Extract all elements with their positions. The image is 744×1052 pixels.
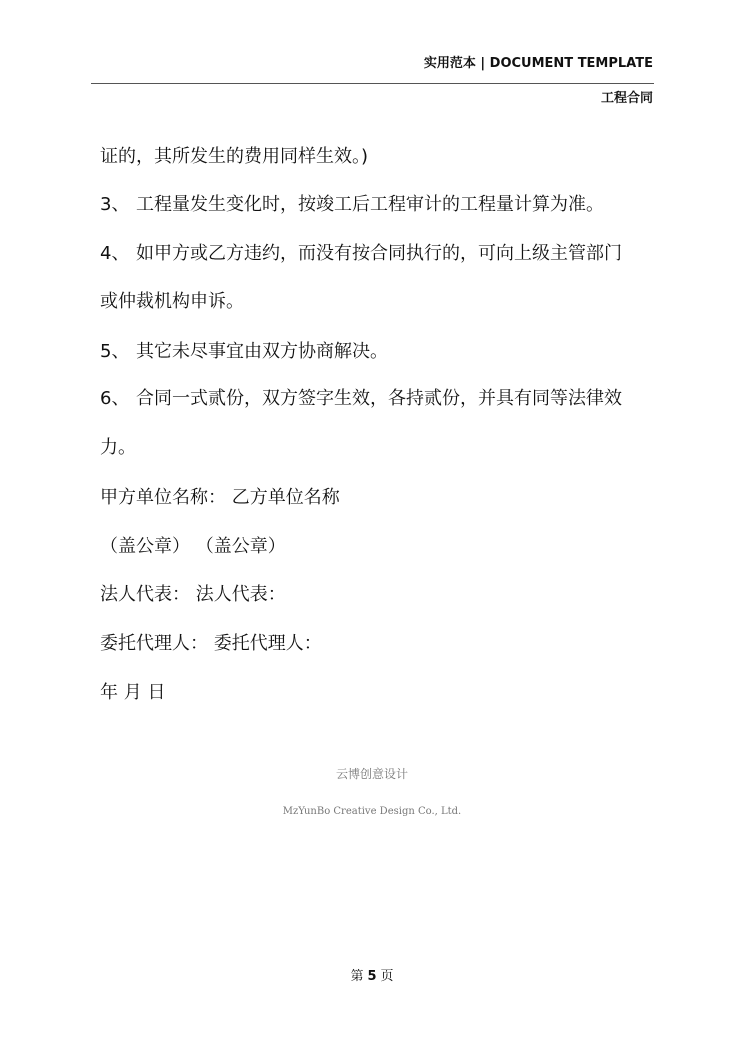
clause-5-text: 其它未尽事宜由双方协商解决。: [136, 341, 388, 362]
page-number-suffix: 页: [380, 969, 394, 984]
clause-5-number: 5、: [100, 341, 130, 362]
clause-6-text: 合同一式贰份，双方签字生效，各持贰份，并具有同等法律效: [136, 388, 622, 409]
paragraph-continuation: 证的，其所发生的费用同样生效。): [100, 146, 369, 167]
party-names-line: 甲方单位名称： 乙方单位名称: [100, 487, 340, 508]
page-number-value: 5: [367, 969, 377, 984]
header-title: 实用范本 | DOCUMENT TEMPLATE: [423, 56, 653, 71]
clause-3: [100, 193, 604, 217]
clause-3-text: 工程量发生变化时，按竣工后工程审计的工程量计算为准。: [136, 194, 604, 215]
agent-line: 委托代理人： 委托代理人：: [100, 633, 322, 654]
clause-4-number: 4、: [100, 243, 130, 264]
clause-5: [100, 340, 388, 364]
footer-company-cn: 云博创意设计: [335, 767, 408, 781]
clause-4-text: 如甲方或乙方违约，而没有按合同执行的，可向上级主管部门: [136, 243, 622, 264]
page-number-prefix: 第: [350, 969, 364, 984]
clause-6-continuation: 力。: [100, 437, 136, 458]
header-subtitle: 工程合同: [600, 91, 653, 106]
clause-4-continuation: 或仲裁机构申诉。: [100, 291, 244, 312]
clause-4: [100, 242, 622, 266]
footer-company-en: MzYunBo Creative Design Co., Ltd.: [282, 806, 462, 817]
clause-3-number: 3、: [100, 194, 130, 215]
header-divider: [91, 83, 654, 84]
legal-rep-line: 法人代表： 法人代表：: [100, 584, 286, 605]
clause-6-number: 6、: [100, 388, 130, 409]
clause-6: [100, 387, 622, 411]
seal-line: （盖公章） （盖公章）: [100, 536, 286, 557]
date-line: 年 月 日: [100, 682, 166, 703]
page-number: [0, 965, 744, 984]
